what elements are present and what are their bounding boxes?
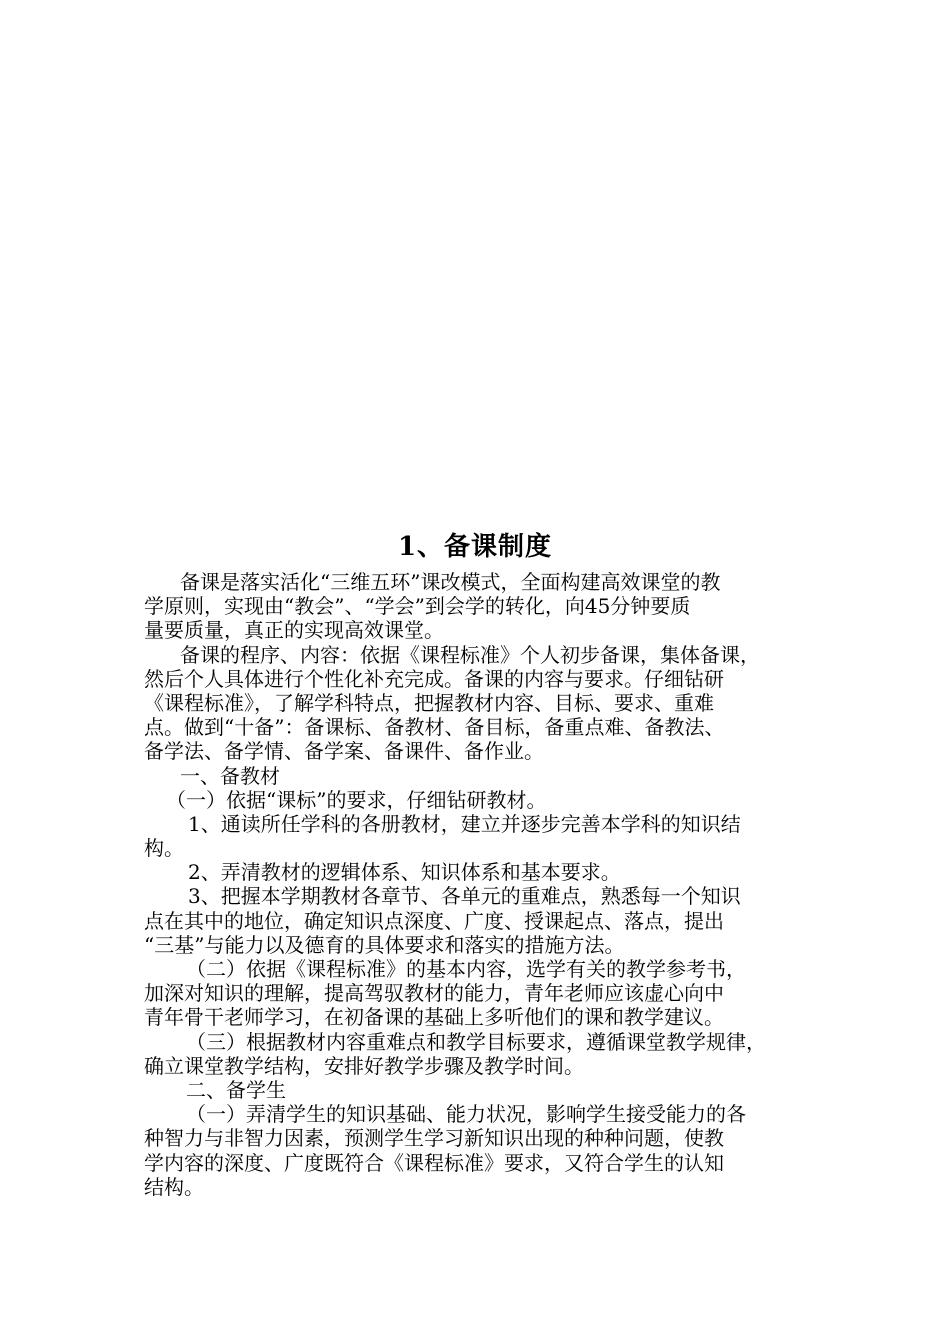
paragraph-line: 量要质量，真正的实现高效课堂。 bbox=[144, 618, 444, 643]
paragraph-line: 学原则，实现由“教会”、“学会”到会学的转化，向45分钟要质 bbox=[144, 594, 691, 619]
paragraph-line: 《课程标准》，了解学科特点，把握教材内容、目标、要求、重难 bbox=[144, 690, 714, 715]
paragraph-line: 备学法、备学情、备学案、备课件、备作业。 bbox=[144, 739, 544, 764]
document-body bbox=[144, 570, 834, 1199]
paragraph-line: （三）根据教材内容重难点和教学目标要求，遵循课堂教学规律， bbox=[186, 1029, 766, 1054]
document-title: 1、备课制度 bbox=[397, 532, 553, 562]
paragraph-line: 确立课堂教学结构，安排好教学步骤及教学时间。 bbox=[144, 1053, 584, 1078]
paragraph-line: 点在其中的地位，确定知识点深度、广度、授课起点、落点，提出 bbox=[144, 908, 724, 933]
paragraph-line: 然后个人具体进行个性化补充完成。备课的内容与要求。仔细钻研 bbox=[144, 666, 724, 691]
paragraph-line: （二）依据《课程标准》的基本内容，选学有关的教学参考书， bbox=[186, 957, 746, 981]
paragraph-line: 青年骨干老师学习，在初备课的基础上多听他们的课和教学建议。 bbox=[144, 1005, 724, 1030]
paragraph-line: 1、通读所任学科的各册教材，建立并逐步完善本学科的知识结 bbox=[188, 811, 741, 836]
paragraph-line: 加深对知识的理解，提高驾驭教材的能力，青年老师应该虚心向中 bbox=[144, 981, 724, 1006]
paragraph-line: （一）弄清学生的知识基础、能力状况，影响学生接受能力的各 bbox=[186, 1102, 746, 1127]
paragraph-line: 备课是落实活化“三维五环”课改模式，全面构建高效课堂的教 bbox=[180, 570, 721, 594]
paragraph-line: 学内容的深度、广度既符合《课程标准》要求，又符合学生的认知 bbox=[144, 1150, 724, 1175]
paragraph-line: 点。做到“十备”：备课标、备教材、备目标，备重点难、备教法、 bbox=[144, 715, 725, 740]
paragraph-line: 结构。 bbox=[144, 1174, 204, 1199]
paragraph-line: 3、把握本学期教材各章节、各单元的重难点，熟悉每一个知识 bbox=[188, 884, 741, 909]
paragraph-line: 备课的程序、内容：依据《课程标准》个人初步备课，集体备课， bbox=[180, 642, 760, 667]
paragraph-line: 2、弄清教材的逻辑体系、知识体系和基本要求。 bbox=[188, 860, 621, 885]
paragraph-line: 构。 bbox=[144, 836, 184, 861]
paragraph-line: 种智力与非智力因素，预测学生学习新知识出现的种种问题，使教 bbox=[144, 1126, 724, 1151]
paragraph-line: “三基”与能力以及德育的具体要求和落实的措施方法。 bbox=[144, 932, 625, 957]
section-heading: 二、备学生 bbox=[186, 1077, 286, 1102]
section-heading: 一、备教材 bbox=[180, 763, 280, 788]
subsection-heading: （一）依据“课标”的要求，仔细钻研教材。 bbox=[166, 787, 547, 812]
